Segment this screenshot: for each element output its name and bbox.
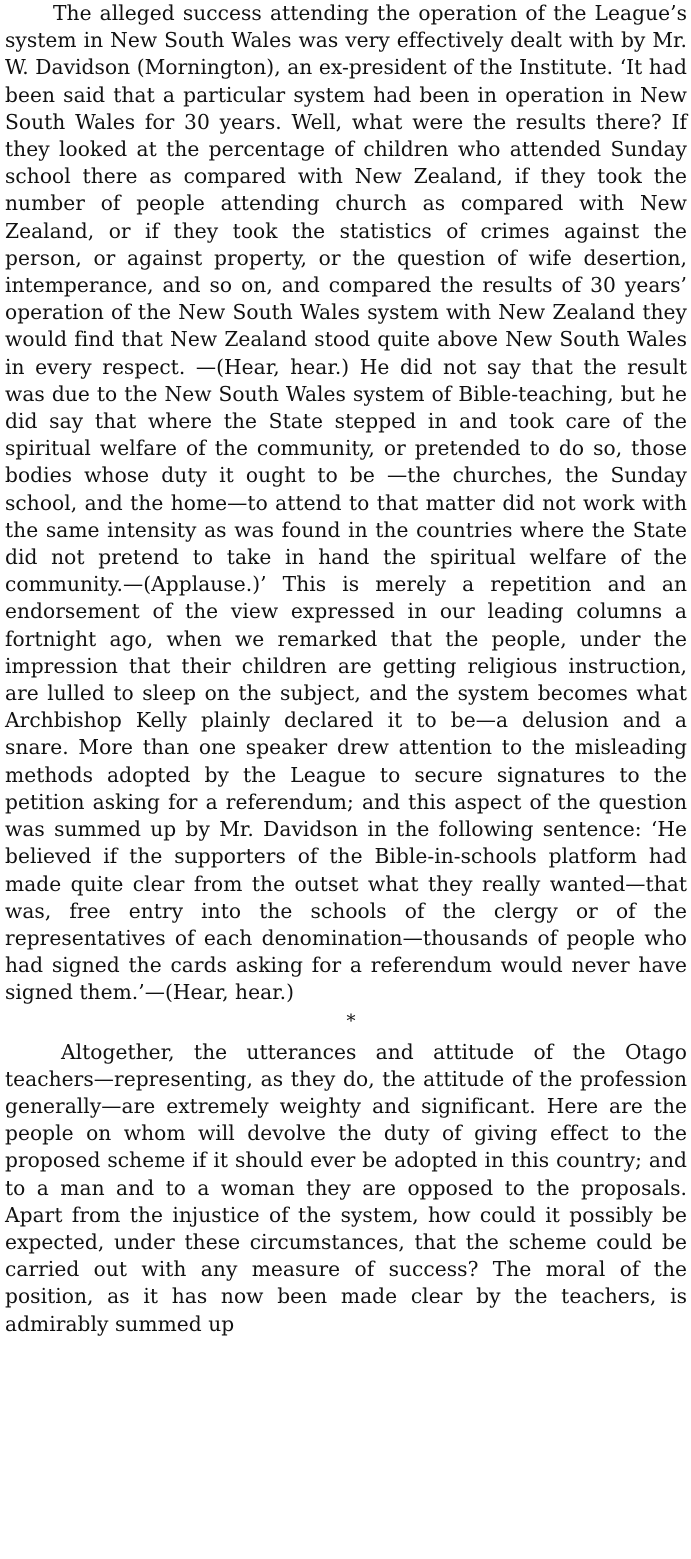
section-separator-asterisk: *: [346, 1010, 356, 1032]
article-paragraph-1: The alleged success attending the operation of the League’s system in New South Wales was very effectively dealt with by Mr. W. Davidson (Mornington), an ex-president of the Institute. ‘It had been said that a particular system had been in operation in New South Wales for 30 years. Well, what were the results there? If they looked at the percentage of children who attended Sunday school there as compared with New Zealand, if they took the number of people attending church as compared with New Zealand, or if they took the statistics of crimes against the person, or against property, or the question of wife desertion, intemperance, and so on, and compared the results of 30 years’ operation of the New South Wales system with New Zealand they would find that New Zealand stood quite above New South Wales in every respect. —(Hear, hear.) He did not say that the result was due to the New South Wales system of Bible-teaching, but he did say that where the State stepped in and took care of the spiritual welfare of the community, or pretended to do so, those bodies whose duty it ought to be —the churches, the Sunday school, and the home—to attend to that matter did not work with the same intensity as was found in the countries where the State did not pretend to take in hand the spiritual welfare of the community.—(Applause.)’ This is merely a repetition and an endorsement of the view expressed in our leading columns a fortnight ago, when we remarked that the people, under the impression that their children are getting religious instruction, are lulled to sleep on the subject, and the system becomes what Archbishop Kelly plainly declared it to be—a delusion and a snare. More than one speaker drew attention to the misleading methods adopted by the League to secure signatures to the petition asking for a referendum; and this aspect of the question was summed up by Mr. Davidson in the following sentence: ‘He believed if the supporters of the Bible-in-schools platform had made quite clear from the outset what they really wanted—that was, free entry into the schools of the clergy or of the representatives of each denomination—thousands of people who had signed the cards asking for a referendum would never have signed them.’—(Hear, hear.): [5, 1, 687, 1005]
article-paragraph-2: Altogether, the utterances and attitude of the Otago teachers—representing, as they do, the attitude of the profession generally—are extremely weighty and significant. Here are the people on whom will devolve the duty of giving effect to the proposed scheme if it should ever be adopted in this country; and to a man and to a woman they are opposed to the proposals. Apart from the injustice of the system, how could it possibly be expected, under these circumstances, that the scheme could be carried out with any measure of success? The moral of the position, as it has now been made clear by the teachers, is admirably summed up: [5, 1039, 687, 1336]
